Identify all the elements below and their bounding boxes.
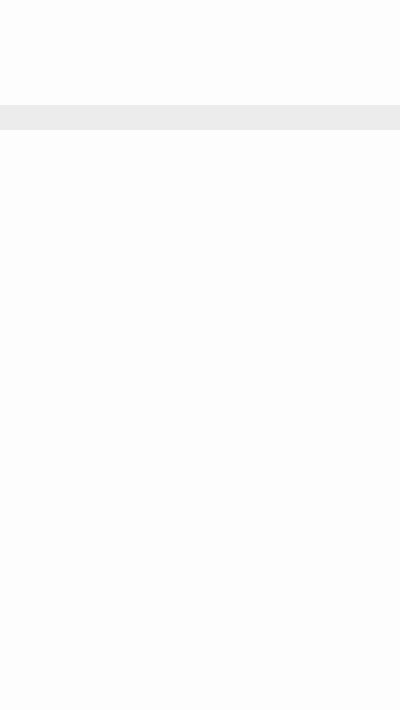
upper-page	[0, 0, 400, 105]
page-gap	[0, 105, 400, 130]
lower-page	[0, 130, 400, 710]
